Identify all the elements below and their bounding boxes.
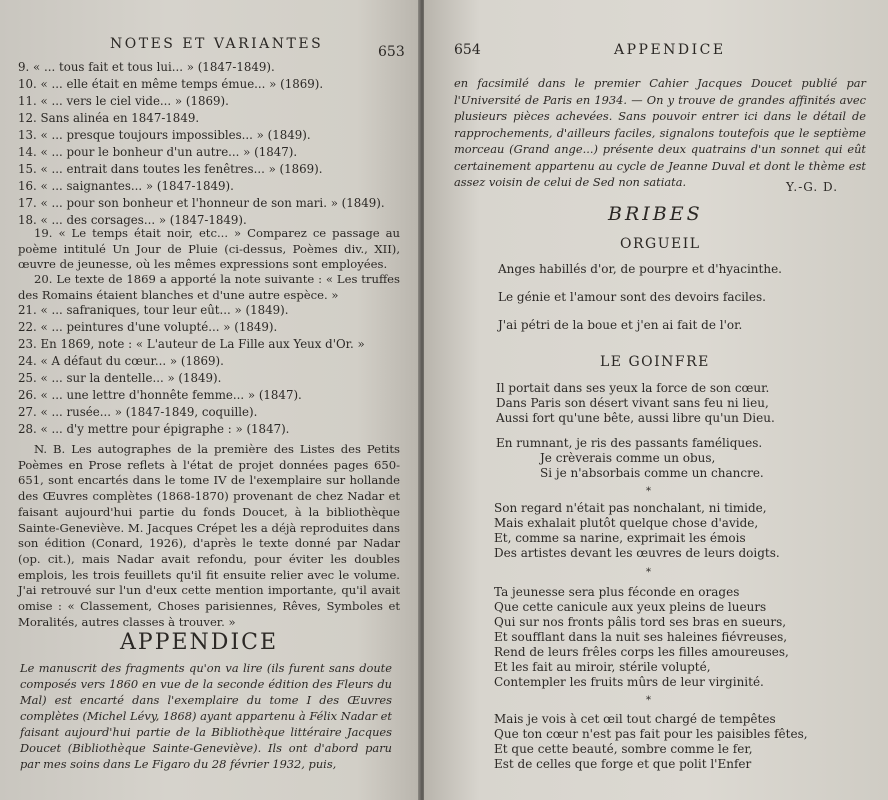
verse-line: Et, comme sa narine, exprimait les émois [494,531,746,545]
right-page [424,0,888,800]
asterisk-divider: * [646,486,651,497]
note-line: 15. « ... entrait dans toutes les fenêtres... » (1869). [18,162,323,176]
verse-line: En rumnant, je ris des passants faméliques. [496,436,763,450]
verse-line: Rend de leurs frêles corps les filles amoureuses, [494,645,789,659]
verse-line: Qui sur nos fronts pâlis tord ses bras en sueurs, [494,615,787,629]
verse-line: Est de celles que forge et que polit l'Enfer [494,757,752,771]
appendix-intro: Le manuscrit des fragments qu'on va lire (ils furent sans doute composés vers 1860 en vue de la seconde édition des Fleurs du Mal) est encarté dans l'exemplaire du tome I des Œuvres complètes (Michel Lévy, 1868) ayant appartenu à Félix Nadar et faisant aujourd'hui partie de la Bibliothèque littéraire Jacques Doucet (Bibliothèque Sainte-Geneviève). Ils ont d'abord paru par mes soins dans Le Figaro du 28 février 1932, puis, [20,661,392,771]
asterisk-divider: * [646,567,651,578]
running-head-right: APPENDICE [614,42,726,58]
verse-line: Contempler les fruits mûrs de leur virginité. [494,675,764,689]
verse-line: Et soufflant dans la nuit ses haleines fiévreuses, [494,630,788,644]
note-line: 10. « ... elle était en même temps émue... » (1869). [18,77,324,91]
signature: Y.-G. D. [786,180,839,194]
verse-line: Je crèverais comme un obus, [540,451,716,465]
verse-line: Dans Paris son désert vivant sans feu ni lieu, [496,396,769,410]
verse-line: Et que cette beauté, sombre comme le fer, [494,742,753,756]
asterisk-divider: * [646,695,651,706]
verse-line: Il portait dans ses yeux la force de son cœur. [496,381,770,395]
note-line: 22. « ... peintures d'une volupté... » (1849). [18,320,278,334]
verse-line: Anges habillés d'or, de pourpre et d'hyacinthe. [498,262,782,276]
note-paragraph: 19. « Le temps était noir, etc... » Comparez ce passage au poème intitulé Un Jour de Pluie (ci-dessus, Poèmes div., XII), œuvre de jeunesse, où les mêmes expressions sont employées. [18,226,400,272]
verse-line: Et les fait au miroir, stérile volupté, [494,660,711,674]
verse-line: Son regard n'était pas nonchalant, ni timide, [494,501,767,515]
note-line: 12. Sans alinéa en 1847-1849. [18,111,200,125]
poem-title: LE GOINFRE [600,354,710,370]
note-line: 24. « A défaut du cœur... » (1869). [18,354,224,368]
note-line: 9. « ... tous fait et tous lui... » (1847-1849). [18,60,275,74]
verse-line: Le génie et l'amour sont des devoirs faciles. [498,290,766,304]
note-line: 16. « ... saignantes... » (1847-1849). [18,179,234,193]
note-line: 23. En 1869, note : « L'auteur de La Fille aux Yeux d'Or. » [18,337,365,351]
verse-line: Des artistes devant les œuvres de leurs doigts. [494,546,780,560]
left-page [0,0,420,800]
note-line: 11. « ... vers le ciel vide... » (1869). [18,94,229,108]
verse-line: J'ai pétri de la boue et j'en ai fait de l'or. [498,318,743,332]
verse-line: Aussi fort qu'une bête, aussi libre qu'un Dieu. [496,411,775,425]
page-number-right: 654 [454,42,481,58]
note-line: 13. « ... presque toujours impossibles... » (1849). [18,128,311,142]
verse-line: Que ton cœur n'est pas fait pour les paisibles fêtes, [494,727,808,741]
note-line: 26. « ... une lettre d'honnête femme... » (1847). [18,388,302,402]
note-line: 21. « ... safraniques, tour leur eût... » (1849). [18,303,289,317]
page-number-left: 653 [378,44,405,60]
note-line: 14. « ... pour le bonheur d'un autre... » (1847). [18,145,298,159]
section-title: BRIBES [608,203,703,225]
note-line: 25. « ... sur la dentelle... » (1849). [18,371,222,385]
appendix-heading: APPENDICE [120,630,279,655]
note-paragraph: 20. Le texte de 1869 a apporté la note suivante : « Les truffes des Romains étaient blanches et d'une autre espèce. » [18,272,400,302]
note-line: 28. « ... d'y mettre pour épigraphe : » (1847). [18,422,290,436]
verse-line: Ta jeunesse sera plus féconde en orages [494,585,740,599]
note-line: 18. « ... des corsages... » (1847-1849). [18,213,247,227]
verse-line: Que cette canicule aux yeux pleins de lueurs [494,600,767,614]
note-line: 27. « ... rusée... » (1847-1849, coquille). [18,405,258,419]
verse-line: Mais exhalait plutôt quelque chose d'avide, [494,516,759,530]
appendix-intro-continued: en facsimilé dans le premier Cahier Jacques Doucet publié par l'Université de Paris en 1934. — On y trouve de grandes affinités avec plusieurs pièces achevées. Sans pouvoir entrer ici dans le détail de rapprochements, d'ailleurs faciles, signalons toutefois que le septième morceau (Grand ange...) présente deux quatrains d'un sonnet qui eût certainement appartenu au cycle de Jeanne Duval et dont le thème est assez voisin de celui de Sed non satiata. [454,76,866,189]
running-head-left: NOTES ET VARIANTES [110,36,324,52]
verse-line: Si je n'absorbais comme un chancre. [540,466,764,480]
note-line: 17. « ... pour son bonheur et l'honneur de son mari. » (1849). [18,196,385,210]
verse-line: Mais je vois à cet œil tout chargé de tempêtes [494,712,776,726]
poem-title: ORGUEIL [620,236,701,252]
nb-paragraph: N. B. Les autographes de la première des Listes des Petits Poèmes en Prose reflets à l'état de projet données pages 650-651, sont encartés dans le tome IV de l'exemplaire sur hollande des Œuvres complètes (1868-1870) provenant de chez Nadar et faisant aujourd'hui partie du fonds Doucet, à la bibliothèque Sainte-Geneviève. M. Jacques Crépet les a déjà reproduites dans son édition (Conard, 1926), d'après le texte donné par Nadar (op. cit.), mais Nadar avait refondu, pour éviter les doubles emplois, les trois feuillets qu'il fit ensuite relier avec le volume. J'ai retrouvé sur l'un d'eux cette mention importante, qu'il avait omise : « Classement, Choses parisiennes, Rêves, Symboles et Moralités, autres classes à trouver. » [18,442,400,629]
